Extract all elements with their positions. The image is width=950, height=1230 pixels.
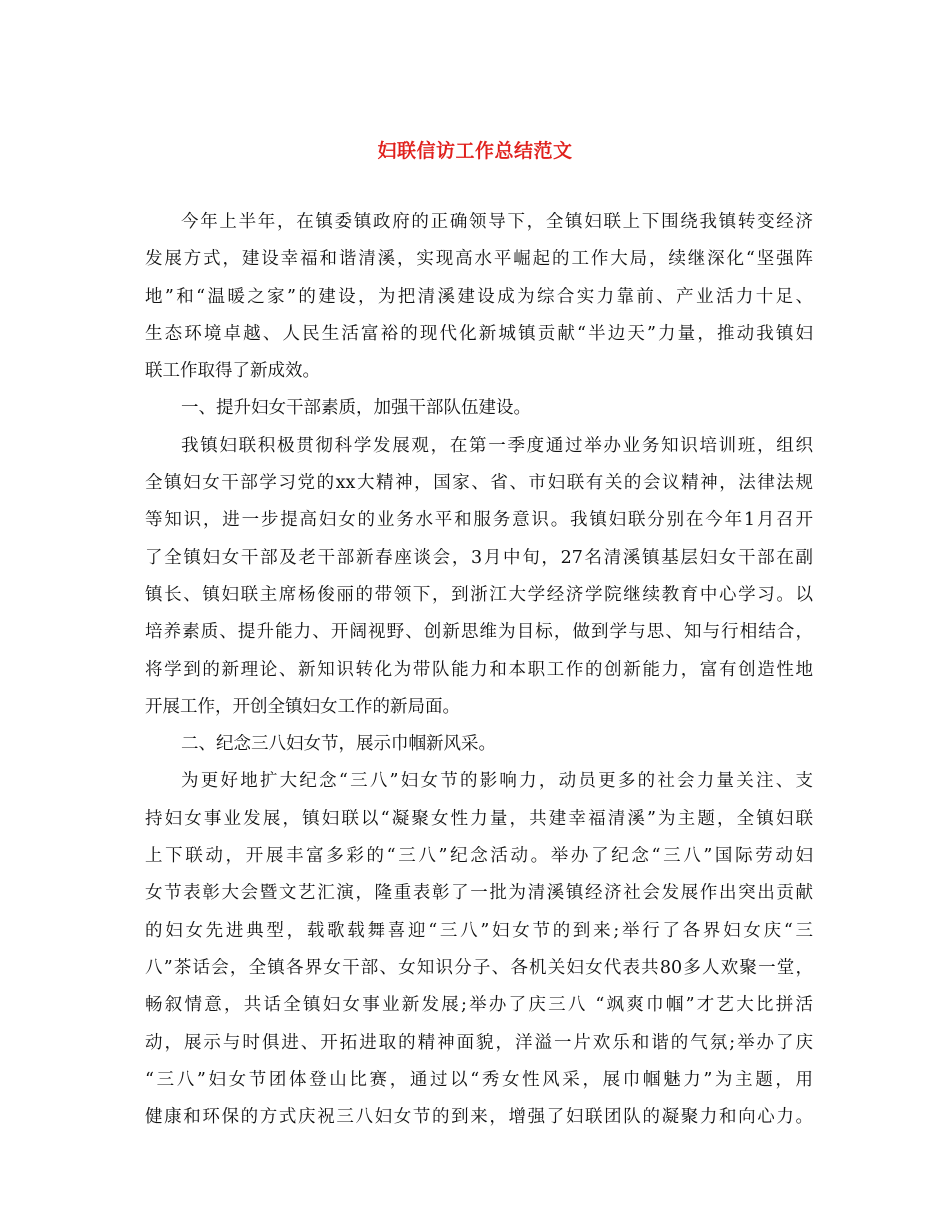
section-heading: 一、提升妇女干部素质，加强干部队伍建设。: [181, 398, 531, 419]
paragraph-line: 的妇女先进典型，载歌载舞喜迎“三八”妇女节的到来;举行了各界妇女庆“三: [145, 920, 813, 941]
paragraph-line: 上下联动，开展丰富多彩的“三八”纪念活动。举办了纪念“三八”国际劳动妇: [145, 846, 813, 867]
paragraph-line: 畅叙情意，共话全镇妇女事业新发展;举办了庆三八 “飒爽巾帼”才艺大比拼活: [145, 995, 813, 1016]
paragraph-line: 为更好地扩大纪念“三八”妇女节的影响力，动员更多的社会力量关注、支: [181, 771, 813, 792]
paragraph-line: 生态环境卓越、人民生活富裕的现代化新城镇贡献“半边天”力量，推动我镇妇: [145, 323, 813, 344]
paragraph-line: 联工作取得了新成效。: [145, 361, 320, 382]
paragraph-line: 健康和环保的方式庆祝三八妇女节的到来，增强了妇联团队的凝聚力和向心力。: [145, 1107, 813, 1128]
paragraph-line: 培养素质、提升能力、开阔视野、创新思维为目标，做到学与思、知与行相结合，: [145, 622, 813, 643]
paragraph-line: 今年上半年，在镇委镇政府的正确领导下，全镇妇联上下围绕我镇转变经济: [181, 212, 813, 232]
paragraph-line: 发展方式，建设幸福和谐清溪，实现高水平崛起的工作大局，续继深化“坚强阵: [145, 249, 813, 270]
document-title: 妇联信访工作总结范文: [377, 140, 573, 162]
paragraph-line: 了全镇妇女干部及老干部新春座谈会，3月中旬，27名清溪镇基层妇女干部在副: [145, 547, 813, 568]
paragraph-line: 八”茶话会，全镇各界女干部、女知识分子、各机关妇女代表共80多人欢聚一堂，: [145, 957, 813, 978]
paragraph-line: 全镇妇女干部学习党的xx大精神，国家、省、市妇联有关的会议精神，法律法规: [145, 473, 813, 494]
paragraph-line: 镇长、镇妇联主席杨俊丽的带领下，到浙江大学经济学院继续教育中心学习。以: [145, 584, 813, 605]
paragraph-line: 我镇妇联积极贯彻科学发展观，在第一季度通过举办业务知识培训班，组织: [181, 435, 813, 456]
paragraph-line: 开展工作，开创全镇妇女工作的新局面。: [145, 696, 460, 717]
paragraph-line: 动，展示与时俱进、开拓进取的精神面貌，洋溢一片欢乐和谐的气氛;举办了庆: [145, 1032, 813, 1053]
paragraph-line: 持妇女事业发展，镇妇联以“凝聚女性力量，共建幸福清溪”为主题，全镇妇联: [145, 808, 813, 829]
document-body: [145, 204, 813, 1136]
paragraph-line: 将学到的新理论、新知识转化为带队能力和本职工作的创新能力，富有创造性地: [145, 659, 813, 680]
paragraph-line: 地”和“温暖之家”的建设，为把清溪建设成为综合实力靠前、产业活力十足、: [145, 286, 813, 307]
paragraph-line: 女节表彰大会暨文艺汇演，隆重表彰了一批为清溪镇经济社会发展作出突出贡献: [145, 883, 813, 904]
paragraph-line: “三八”妇女节团体登山比赛，通过以“秀女性风采，展巾帼魅力”为主题，用: [145, 1069, 813, 1090]
section-heading: 二、纪念三八妇女节，展示巾帼新风采。: [181, 734, 496, 755]
paragraph-line: 等知识，进一步提高妇女的业务水平和服务意识。我镇妇联分别在今年1月召开: [145, 510, 813, 531]
